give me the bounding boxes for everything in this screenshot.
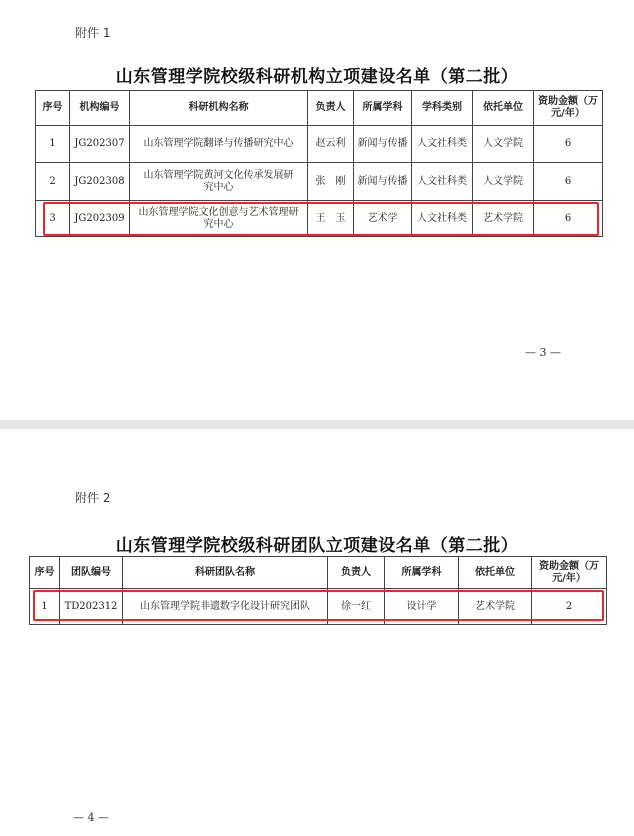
col-header-name: 科研团队名称 [123,557,328,589]
col-header-no: 序号 [36,91,70,126]
cell-code: TD202312 [60,589,123,625]
cell-unit: 艺术学院 [473,201,534,237]
cell-unit: 人文学院 [473,163,534,201]
cell-name: 山东管理学院文化创意与艺术管理研究中心 [130,201,308,237]
cell-discipline: 新闻与传播 [354,126,412,163]
cell-unit: 人文学院 [473,126,534,163]
cell-amount: 6 [534,201,603,237]
attachment-label: 附件 1 [75,26,111,40]
table-header-row [36,91,603,126]
attachment-label: 附件 2 [75,491,111,505]
cell-category: 人文社科类 [412,201,473,237]
col-header-discipline: 所属学科 [354,91,412,126]
col-header-amount: 资助金额（万元/年） [534,91,603,126]
col-header-name: 科研机构名称 [130,91,308,126]
cell-amount: 2 [532,589,607,625]
cell-discipline: 艺术学 [354,201,412,237]
highlight-box [33,590,604,621]
col-header-unit: 依托单位 [473,91,534,126]
cell-amount: 6 [534,163,603,201]
cell-discipline: 设计学 [385,589,459,625]
col-header-category: 学科类别 [412,91,473,126]
cell-name: 山东管理学院黄河文化传承发展研究中心 [130,163,308,201]
table-row [36,126,603,163]
table-header-row [30,557,607,589]
cell-leader: 赵云利 [308,126,354,163]
cell-discipline: 新闻与传播 [354,163,412,201]
cell-leader: 张 刚 [308,163,354,201]
col-header-code: 机构编号 [70,91,130,126]
page-4 [0,429,634,836]
cell-name: 山东管理学院非遗数字化设计研究团队 [123,589,328,625]
cell-code: JG202309 [70,201,130,237]
cell-leader: 王 玉 [308,201,354,237]
cell-code: JG202308 [70,163,130,201]
page-title: 山东管理学院校级科研团队立项建设名单（第二批） [115,536,519,556]
page-number: — 3 — [525,346,561,359]
page-divider [0,420,634,429]
page-number: — 4 — [73,811,109,824]
page-title: 山东管理学院校级科研机构立项建设名单（第二批） [115,67,519,87]
cell-name: 山东管理学院翻译与传播研究中心 [130,126,308,163]
col-header-leader: 负责人 [328,557,385,589]
col-header-unit: 依托单位 [459,557,532,589]
cell-no: 3 [36,201,70,237]
col-header-no: 序号 [30,557,60,589]
col-header-code: 团队编号 [60,557,123,589]
cell-no: 1 [36,126,70,163]
cell-code: JG202307 [70,126,130,163]
cell-unit: 艺术学院 [459,589,532,625]
highlight-box [43,202,599,236]
cell-amount: 6 [534,126,603,163]
cell-category: 人文社科类 [412,163,473,201]
table-row [36,163,603,201]
col-header-amount: 资助金额（万元/年） [532,557,607,589]
cell-no: 2 [36,163,70,201]
cell-category: 人文社科类 [412,126,473,163]
cell-no: 1 [30,589,60,625]
col-header-leader: 负责人 [308,91,354,126]
col-header-discipline: 所属学科 [385,557,459,589]
cell-leader: 徐一红 [328,589,385,625]
